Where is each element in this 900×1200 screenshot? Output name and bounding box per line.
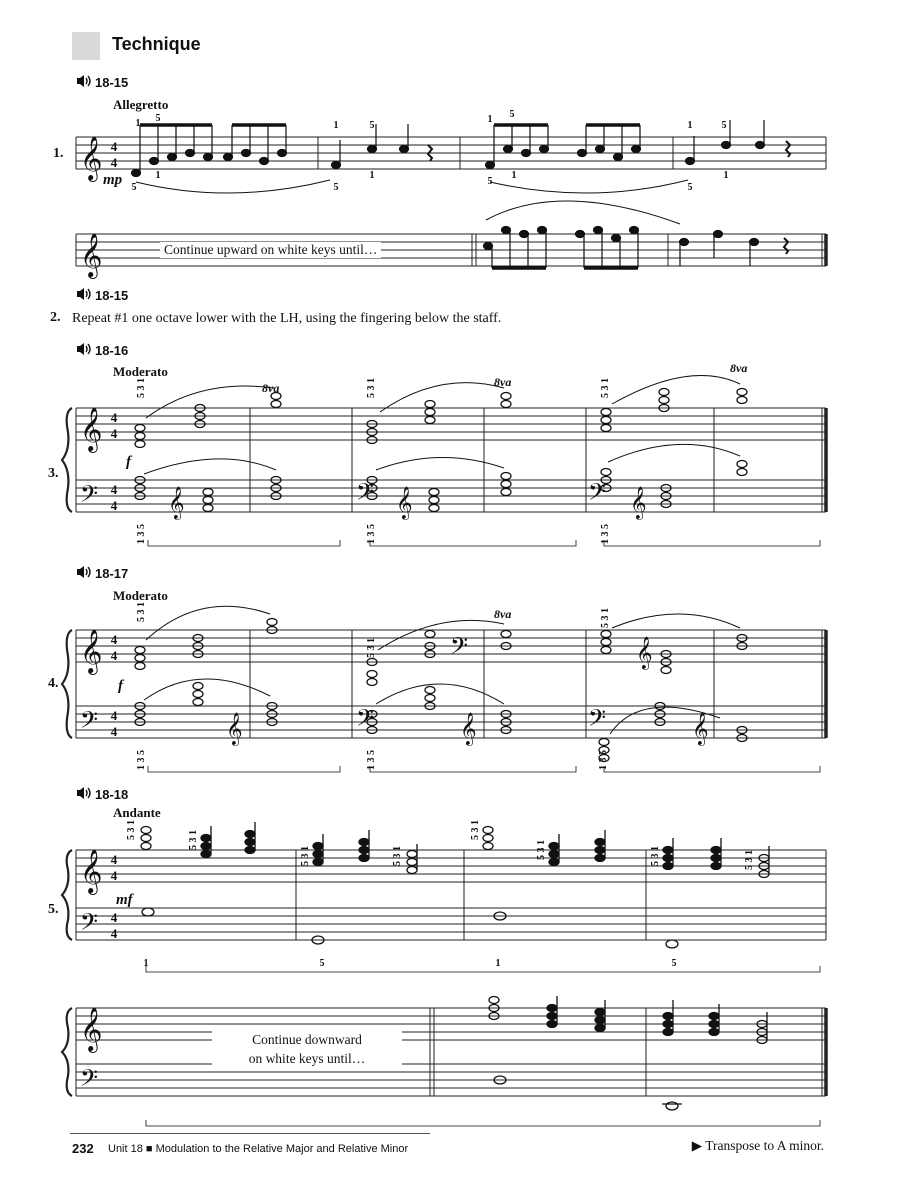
svg-text:5: 5 bbox=[509, 109, 515, 120]
audio-track-18-15-repeat[interactable] bbox=[76, 287, 128, 304]
svg-text:5 3 1: 5 3 1 bbox=[136, 602, 147, 622]
svg-text:5 3 1: 5 3 1 bbox=[650, 846, 661, 866]
time-sig-bottom: 4 bbox=[110, 724, 118, 739]
svg-text:5 3 1: 5 3 1 bbox=[300, 846, 311, 866]
svg-text:1: 1 bbox=[135, 118, 141, 129]
ex4-octave-marks bbox=[494, 607, 511, 621]
bass-clef-icon: 𝄢 bbox=[356, 706, 375, 737]
audio-track-label: 18-16 bbox=[95, 343, 129, 358]
bass-clef-icon: 𝄢 bbox=[80, 910, 99, 941]
bass-clef-icon: 𝄢 bbox=[588, 480, 607, 511]
continue-instruction: Continue upward on white keys until… bbox=[160, 242, 381, 258]
svg-text:5: 5 bbox=[369, 120, 375, 131]
svg-text:5 3 1: 5 3 1 bbox=[392, 846, 403, 866]
time-sig-bottom: 4 bbox=[110, 426, 118, 441]
tempo-marking: Allegretto bbox=[113, 97, 169, 112]
time-sig-bottom: 4 bbox=[110, 926, 118, 941]
treble-clef-icon: 𝄞 bbox=[226, 714, 243, 745]
time-sig-top: 4 bbox=[110, 139, 118, 154]
svg-text:5 3 1: 5 3 1 bbox=[126, 820, 137, 840]
treble-clef-icon: 𝄞 bbox=[692, 714, 709, 745]
treble-clef-icon: 𝄞 bbox=[80, 409, 103, 451]
brace-ex5a bbox=[62, 850, 72, 940]
svg-text:1 3 5: 1 3 5 bbox=[366, 524, 377, 544]
speaker-icon bbox=[76, 786, 92, 803]
svg-text:8va: 8va bbox=[494, 375, 512, 389]
svg-text:5 3 1: 5 3 1 bbox=[188, 830, 199, 850]
fingerings bbox=[132, 109, 729, 969]
svg-text:1: 1 bbox=[723, 170, 729, 181]
svg-text:5: 5 bbox=[333, 182, 339, 193]
exercise-number: 1. bbox=[53, 146, 64, 161]
svg-text:1 3 5: 1 3 5 bbox=[136, 750, 147, 770]
continue-instruction bbox=[212, 1030, 402, 1068]
treble-clef-icon: 𝄞 bbox=[80, 1009, 103, 1051]
page-number: 232 bbox=[72, 1141, 94, 1156]
audio-track-label: 18-15 bbox=[95, 75, 129, 90]
transpose-text: Transpose to A minor. bbox=[705, 1138, 824, 1153]
svg-text:5: 5 bbox=[671, 958, 677, 969]
time-sig-bottom: 4 bbox=[110, 868, 118, 883]
bass-clef-icon: 𝄢 bbox=[588, 706, 607, 737]
footer-rule bbox=[70, 1133, 430, 1134]
exercise-number: 3. bbox=[48, 466, 59, 481]
play-arrow-icon: ▶ bbox=[691, 1138, 703, 1153]
speaker-icon bbox=[76, 565, 92, 582]
time-sig-bottom: 4 bbox=[110, 498, 118, 513]
time-sig-bottom: 4 bbox=[110, 155, 118, 170]
treble-clef-icon: 𝄞 bbox=[168, 488, 185, 519]
time-sig-top: 4 bbox=[110, 708, 118, 723]
time-sig-bottom: 4 bbox=[110, 648, 118, 663]
audio-track-label: 18-15 bbox=[95, 288, 129, 303]
time-sig-top: 4 bbox=[110, 410, 118, 425]
svg-text:1: 1 bbox=[687, 120, 693, 131]
svg-text:5 3 1: 5 3 1 bbox=[366, 378, 377, 398]
brace-ex4 bbox=[62, 630, 72, 738]
audio-track-label: 18-18 bbox=[95, 787, 129, 802]
exercise-number: 4. bbox=[48, 676, 59, 691]
continue-line-1: Continue downward bbox=[252, 1032, 362, 1047]
svg-text:1: 1 bbox=[511, 170, 517, 181]
brace-ex5b bbox=[62, 1008, 72, 1096]
svg-text:8va: 8va bbox=[262, 381, 280, 395]
svg-text:5 3 1: 5 3 1 bbox=[744, 850, 755, 870]
exercise-number: 5. bbox=[48, 902, 59, 917]
audio-track-18-18[interactable] bbox=[76, 786, 128, 803]
bass-clef-icon: 𝄢 bbox=[80, 708, 99, 739]
section-title: Technique bbox=[112, 34, 201, 54]
exercise-instruction: Repeat #1 one octave lower with the LH, using the fingering below the staff. bbox=[72, 311, 502, 326]
svg-text:1: 1 bbox=[155, 170, 161, 181]
time-sig-top: 4 bbox=[110, 632, 118, 647]
svg-text:5 3 1: 5 3 1 bbox=[470, 820, 481, 840]
svg-text:5 3 1: 5 3 1 bbox=[136, 378, 147, 398]
bass-clef-icon: 𝄢 bbox=[356, 480, 375, 511]
svg-text:8va: 8va bbox=[730, 361, 748, 375]
svg-text:5 3 1: 5 3 1 bbox=[600, 608, 611, 628]
ex3-octave-marks bbox=[262, 361, 747, 395]
svg-text:5 3 1: 5 3 1 bbox=[600, 378, 611, 398]
tempo-marking: Moderato bbox=[113, 364, 168, 379]
transpose-instruction bbox=[692, 1138, 824, 1154]
svg-text:5: 5 bbox=[721, 120, 727, 131]
dynamic-marking: mp bbox=[103, 172, 123, 188]
grand-staff-ex3 bbox=[76, 408, 826, 512]
svg-text:8va: 8va bbox=[494, 607, 512, 621]
audio-track-18-17[interactable] bbox=[76, 565, 128, 582]
treble-clef-icon: 𝄞 bbox=[80, 851, 103, 893]
svg-text:5: 5 bbox=[487, 176, 493, 187]
svg-text:5: 5 bbox=[319, 958, 325, 969]
time-sig-top: 4 bbox=[110, 852, 118, 867]
treble-clef-icon: 𝄞 bbox=[80, 138, 103, 180]
speaker-icon bbox=[76, 287, 92, 304]
svg-text:1 3 5: 1 3 5 bbox=[600, 524, 611, 544]
svg-text:1 3 5: 1 3 5 bbox=[366, 750, 377, 770]
svg-text:1: 1 bbox=[487, 114, 493, 125]
svg-text:5: 5 bbox=[131, 182, 137, 193]
svg-text:5: 5 bbox=[155, 113, 161, 124]
svg-text:5 3 1: 5 3 1 bbox=[366, 638, 377, 658]
svg-text:1 3 5: 1 3 5 bbox=[136, 524, 147, 544]
ex4-chords bbox=[135, 606, 820, 772]
ex5-chords-line1 bbox=[141, 822, 820, 972]
tempo-marking: Andante bbox=[113, 805, 161, 820]
dynamic-marking: mf bbox=[116, 892, 133, 908]
tempo-marking: Moderato bbox=[113, 588, 168, 603]
svg-text:1 3 5: 1 3 5 bbox=[598, 750, 609, 770]
svg-text:5: 5 bbox=[687, 182, 693, 193]
treble-clef-icon: 𝄞 bbox=[460, 714, 477, 745]
brace-ex3 bbox=[62, 408, 72, 512]
ex3-chords bbox=[135, 376, 820, 546]
speaker-icon bbox=[76, 342, 92, 359]
svg-text:1: 1 bbox=[369, 170, 375, 181]
bass-clef-icon: 𝄢 bbox=[80, 1066, 99, 1097]
dynamic-marking: f bbox=[118, 678, 123, 694]
unit-title: Unit 18 ■ Modulation to the Relative Major and Relative Minor bbox=[108, 1143, 409, 1155]
treble-clef-icon: 𝄞 bbox=[80, 235, 103, 277]
exercise-number: 2. bbox=[50, 310, 61, 325]
treble-clef-icon: 𝄞 bbox=[630, 488, 647, 519]
svg-text:1: 1 bbox=[333, 120, 339, 131]
bass-clef-icon: 𝄢 bbox=[450, 634, 469, 665]
audio-track-18-16[interactable] bbox=[76, 342, 128, 359]
treble-clef-icon: 𝄞 bbox=[396, 488, 413, 519]
time-sig-top: 4 bbox=[110, 482, 118, 497]
svg-text:5 3 1: 5 3 1 bbox=[536, 840, 547, 860]
svg-text:1: 1 bbox=[495, 958, 501, 969]
bass-clef-icon: 𝄢 bbox=[80, 482, 99, 513]
svg-text:1: 1 bbox=[143, 958, 149, 969]
dynamic-marking: f bbox=[126, 454, 131, 470]
audio-track-label: 18-17 bbox=[95, 566, 129, 581]
treble-clef-icon: 𝄞 bbox=[80, 631, 103, 673]
continue-line-2: on white keys until… bbox=[248, 1051, 366, 1066]
time-sig-top: 4 bbox=[110, 910, 118, 925]
treble-clef-icon: 𝄞 bbox=[636, 638, 653, 669]
